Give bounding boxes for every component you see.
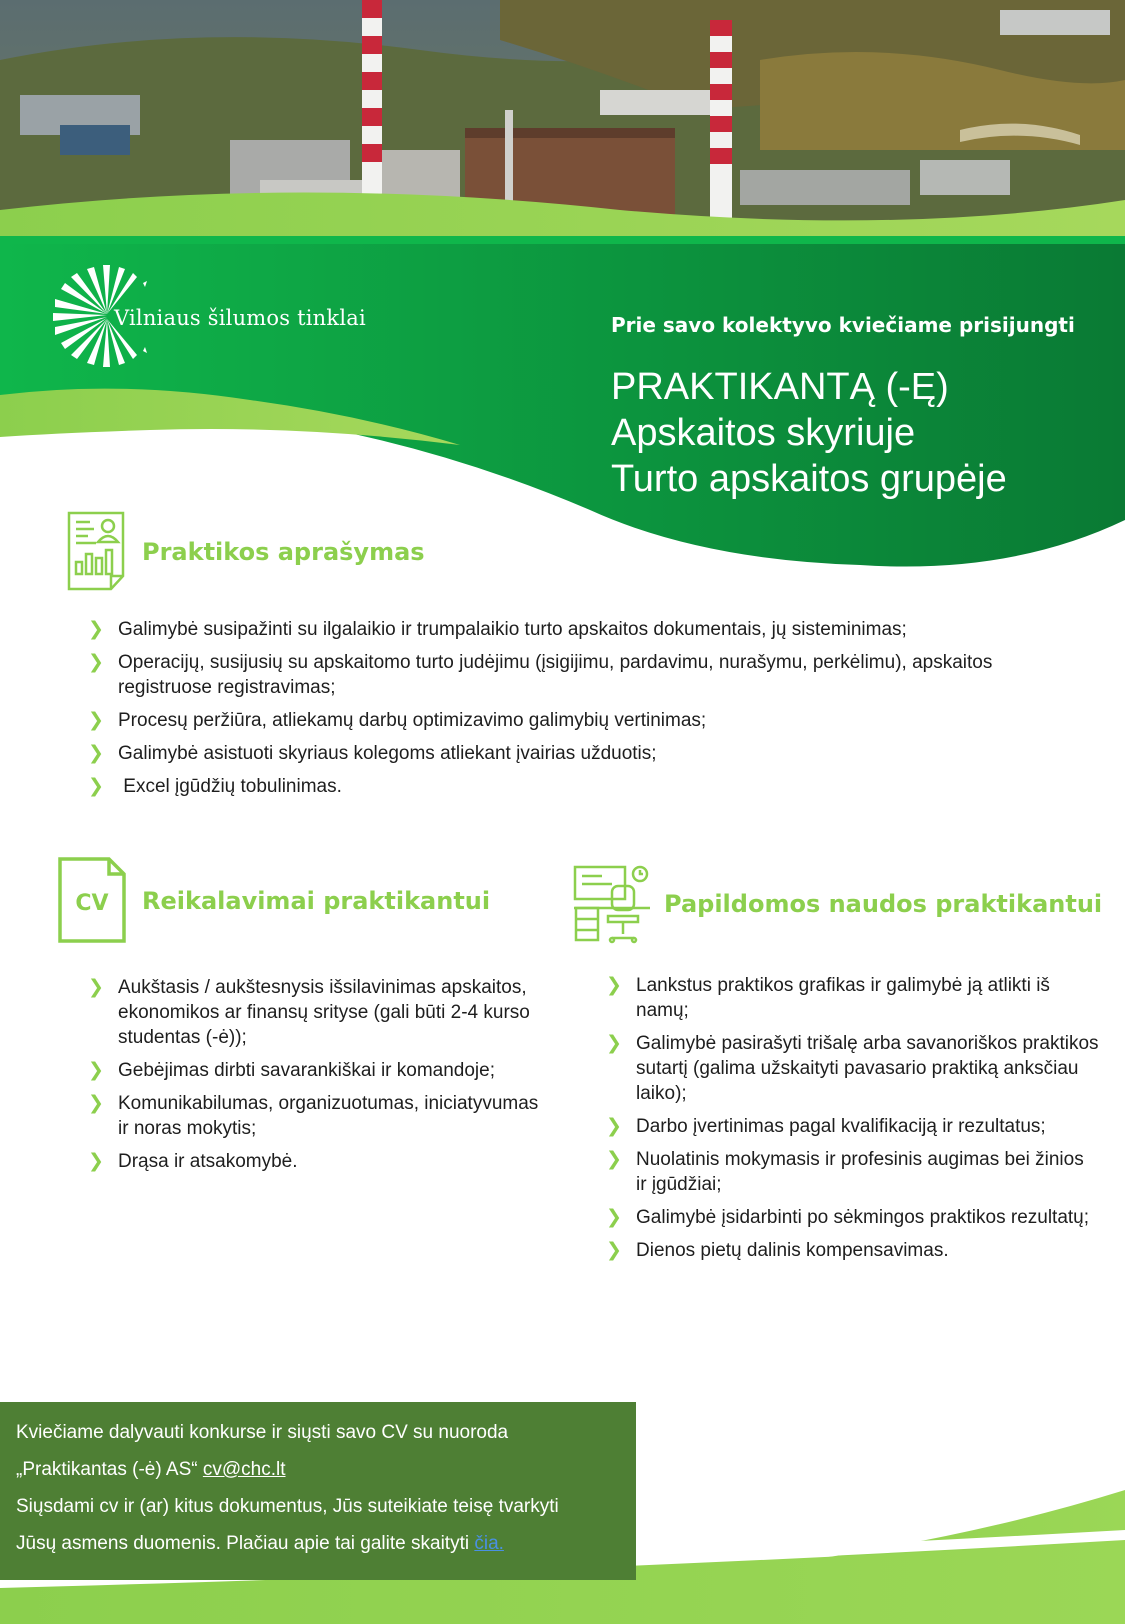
list-item: ❯ Galimybė asistuoti skyriaus kolegoms atliekant įvairias užduotis;: [88, 743, 657, 764]
list-item: ❯ Galimybė susipažinti su ilgalaikio ir trumpalaikio turto apskaitos dokumentais, jų sisteminimas;: [88, 619, 907, 640]
invite-text: Prie savo kolektyvo kviečiame prisijungti: [611, 313, 1075, 337]
position-title-line: PRAKTIKANTĄ (-Ę): [611, 366, 949, 408]
requirements-list: [86, 975, 541, 1182]
list-item: ❯ Aukštasis / aukštesnysis išsilavinimas apskaitos, ekonomikos ar finansų srityse (gali būti 2-4 kurso studentas (-ė));: [88, 977, 530, 1048]
cta-line: „Praktikantas (-ė) AS“ cv@chc.lt: [16, 1459, 286, 1480]
position-title-line: Apskaitos skyriuje: [611, 412, 916, 454]
bullet-chevron-icon: ❯: [88, 652, 104, 673]
list-item: ❯ Dienos pietų dalinis kompensavimas.: [606, 1240, 949, 1261]
bullet-chevron-icon: ❯: [88, 1060, 104, 1081]
report-icon: [66, 510, 126, 592]
bullet-chevron-icon: ❯: [606, 1240, 622, 1261]
list-item: ❯ Excel įgūdžių tobulinimas.: [88, 776, 342, 797]
bullet-chevron-icon: ❯: [606, 1033, 622, 1054]
bullet-chevron-icon: ❯: [606, 1207, 622, 1228]
cta-line: Kviečiame dalyvauti konkurse ir siųsti savo CV su nuoroda: [16, 1422, 509, 1443]
cv-document-icon: [57, 856, 127, 944]
email-link[interactable]: cv@chc.lt: [202, 1459, 286, 1480]
bullet-chevron-icon: ❯: [88, 776, 104, 797]
section-heading-description: Praktikos aprašymas: [142, 538, 425, 566]
bullet-chevron-icon: ❯: [88, 977, 104, 998]
workplace-icon: [572, 864, 652, 944]
bullet-chevron-icon: ❯: [606, 1116, 622, 1137]
bullet-chevron-icon: ❯: [88, 1093, 104, 1114]
list-item: ❯ Nuolatinis mokymasis ir profesinis augimas bei žinios ir įgūdžiai;: [606, 1149, 1084, 1195]
list-item: ❯ Galimybė pasirašyti trišalę arba savanoriškos praktikos sutartį (galima užskaityti pavasario praktiką anksčiau laiko);: [606, 1033, 1099, 1104]
list-item: ❯ Drąsa ir atsakomybė.: [88, 1151, 298, 1172]
benefits-list: [604, 973, 1099, 1271]
position-title-line: Turto apskaitos grupėje: [611, 458, 1007, 500]
privacy-link[interactable]: čia.: [474, 1533, 504, 1554]
list-item: ❯ Lankstus praktikos grafikas ir galimybė ją atlikti iš namų;: [606, 975, 1050, 1021]
bullet-chevron-icon: ❯: [606, 975, 622, 996]
contact-box: [0, 1402, 636, 1580]
list-item: ❯ Galimybė įsidarbinti po sėkmingos praktikos rezultatų;: [606, 1207, 1090, 1228]
section-heading-requirements: Reikalavimai praktikantui: [142, 887, 491, 915]
list-item: ❯ Gebėjimas dirbti savarankiškai ir komandoje;: [88, 1060, 495, 1081]
list-item: ❯ Komunikabilumas, organizuotumas, iniciatyvumas ir noras mokytis;: [88, 1093, 539, 1139]
list-item: ❯ Darbo įvertinimas pagal kvalifikaciją ir rezultatus;: [606, 1116, 1046, 1137]
description-list: [86, 617, 1086, 807]
cta-line: Siųsdami cv ir (ar) kitus dokumentus, Jūs suteikiate teisę tvarkyti: [16, 1496, 559, 1517]
cv-icon-label: CV: [75, 891, 109, 916]
bullet-chevron-icon: ❯: [88, 1151, 104, 1172]
cta-line: Jūsų asmens duomenis. Plačiau apie tai galite skaityti čia.: [16, 1533, 504, 1554]
company-name: Vilniaus šilumos tinklai: [114, 306, 366, 330]
position-title: [611, 364, 1007, 502]
list-item: ❯ Procesų peržiūra, atliekamų darbų optimizavimo galimybių vertinimas;: [88, 710, 707, 731]
bullet-chevron-icon: ❯: [88, 743, 104, 764]
list-item: ❯ Operacijų, susijusių su apskaitomo turto judėjimu (įsigijimu, pardavimu, nurašymu, perkėlimu), apskaitos registruose registravimas;: [88, 652, 993, 698]
bullet-chevron-icon: ❯: [88, 710, 104, 731]
bullet-chevron-icon: ❯: [88, 619, 104, 640]
section-heading-benefits: Papildomos naudos praktikantui: [664, 890, 1103, 918]
bullet-chevron-icon: ❯: [606, 1149, 622, 1170]
